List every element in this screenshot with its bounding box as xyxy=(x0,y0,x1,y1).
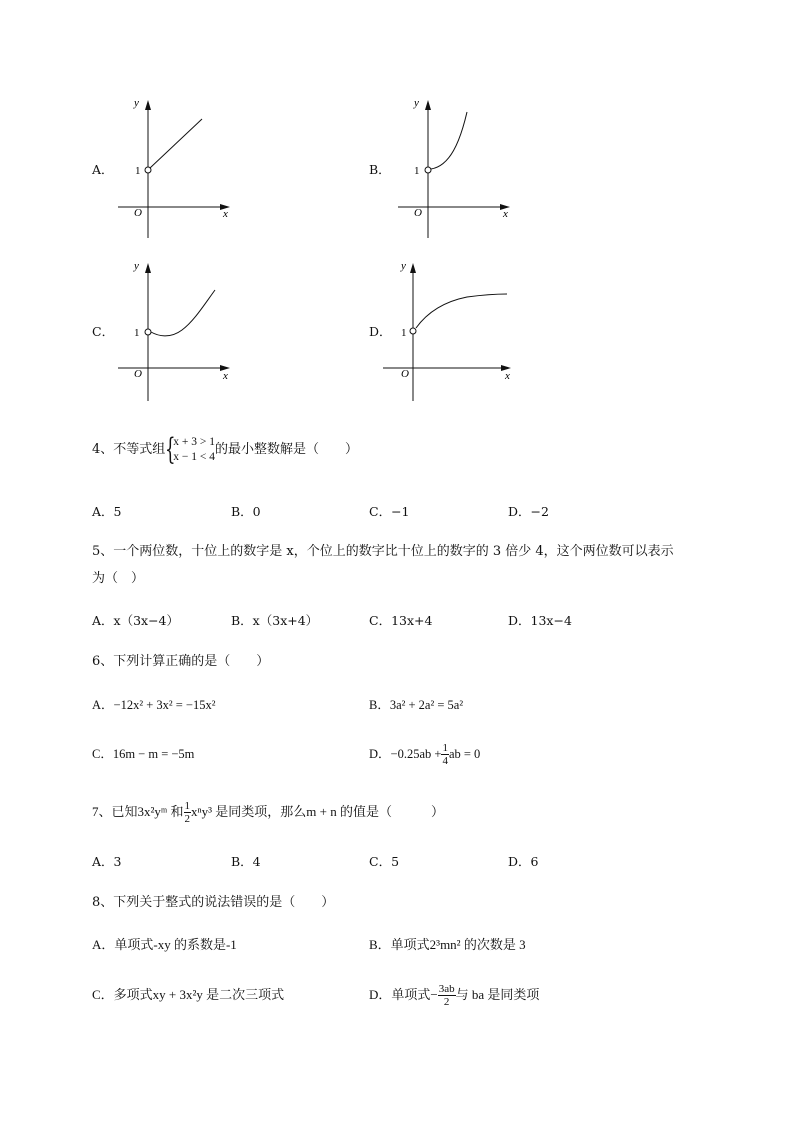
brace-icon: { xyxy=(165,432,176,467)
graph-a xyxy=(112,92,242,242)
graph-c xyxy=(112,255,242,405)
q4-inequality-2: x − 1 < 4 xyxy=(173,451,216,463)
origin-label: O xyxy=(401,368,409,380)
q7-option-a: A．3 xyxy=(92,854,122,869)
q4-prefix: 4、不等式组 xyxy=(92,442,166,457)
y-label: y xyxy=(401,260,406,272)
q6-option-a: A．−12x² + 3x² = −15x² xyxy=(92,698,216,712)
open-point xyxy=(145,167,151,173)
x-label: x xyxy=(505,370,510,382)
q8-d-fraction xyxy=(438,983,456,1008)
q8-d-suffix: 与 ba 是同类项 xyxy=(455,987,540,1002)
y-axis-arrow-icon xyxy=(145,100,151,110)
q4-option-b: B．0 xyxy=(231,504,261,519)
y-axis-arrow-icon xyxy=(410,263,416,273)
q4-inequality-system xyxy=(165,432,216,467)
q4-suffix: 的最小整数解是（ ） xyxy=(215,442,359,457)
q5-text-line1: 5、一个两位数，十位上的数字是 x，个位上的数字比十位上的数字的 3 倍少 4，这个两位数可以表示 xyxy=(92,544,674,559)
q8-option-d xyxy=(369,977,539,1013)
q8-option-a: A．单项式-xy 的系数是-1 xyxy=(92,937,237,952)
q5-option-d: D．13x−4 xyxy=(508,613,572,628)
origin-label: O xyxy=(134,207,142,219)
one-label: 1 xyxy=(135,165,141,177)
open-point xyxy=(425,167,431,173)
y-axis-arrow-icon xyxy=(145,263,151,273)
q4-option-a: A．5 xyxy=(92,504,122,519)
y-axis-arrow-icon xyxy=(425,100,431,110)
origin-label: O xyxy=(134,368,142,380)
graph-b xyxy=(392,92,522,242)
q6-option-c: C．16m − m = −5m xyxy=(92,747,195,761)
q8-d-prefix: D．单项式− xyxy=(369,987,438,1002)
q8-option-c: C．多项式xy + 3x²y 是二次三项式 xyxy=(92,987,285,1002)
q6-d-fraction xyxy=(441,742,449,767)
graph-c-label: C． xyxy=(92,324,115,339)
q7-option-d: D．6 xyxy=(508,854,539,869)
x-label: x xyxy=(503,208,508,220)
question-7 xyxy=(92,794,444,830)
curve-line xyxy=(431,112,467,169)
q8-option-b: B．单项式2³mn² 的次数是 3 xyxy=(369,937,526,952)
graph-b-label: B． xyxy=(369,162,391,177)
curve-line xyxy=(416,294,507,328)
one-label: 1 xyxy=(414,165,420,177)
graph-d-label: D． xyxy=(369,324,392,339)
y-label: y xyxy=(414,97,419,109)
curve-line xyxy=(151,290,215,336)
y-label: y xyxy=(134,97,139,109)
question-4 xyxy=(92,430,358,470)
x-label: x xyxy=(223,370,228,382)
origin-label: O xyxy=(414,207,422,219)
q6-d-prefix: D．−0.25ab + xyxy=(369,747,442,761)
q7-option-b: B．4 xyxy=(231,854,261,869)
fraction-numerator: 1 xyxy=(442,741,448,754)
q6-option-d xyxy=(369,736,480,772)
q4-option-d: D．−2 xyxy=(508,504,549,519)
q6-d-suffix: ab = 0 xyxy=(448,747,481,761)
q5-option-c: C．13x+4 xyxy=(369,613,433,628)
q4-option-c: C．−1 xyxy=(369,504,410,519)
fraction-denominator: 2 xyxy=(184,812,191,825)
open-point xyxy=(145,329,151,335)
graph-d xyxy=(377,255,517,405)
q7-option-c: C．5 xyxy=(369,854,400,869)
fraction-numerator: 3ab xyxy=(438,982,455,995)
one-label: 1 xyxy=(134,327,140,339)
one-label: 1 xyxy=(401,327,407,339)
x-label: x xyxy=(223,208,228,220)
q7-prefix: 7、已知3x²yᵐ 和 xyxy=(92,804,184,819)
q6-option-b: B．3a² + 2a² = 5a² xyxy=(369,698,464,712)
q6-title: 6、下列计算正确的是（ ） xyxy=(92,654,270,669)
q4-inequality-1: x + 3 > 1 xyxy=(173,436,216,448)
q5-option-b: B．x（3x+4） xyxy=(231,613,319,628)
q5-text-line2: 为（ ） xyxy=(92,571,145,586)
fraction-denominator: 4 xyxy=(442,754,448,767)
curve-line xyxy=(150,119,202,168)
fraction-denominator: 2 xyxy=(443,995,450,1008)
graph-a-label: A． xyxy=(92,162,114,177)
q7-suffix: xⁿy³ 是同类项，那么m + n 的值是（ ） xyxy=(191,804,444,819)
fraction-numerator: 1 xyxy=(184,799,191,812)
y-label: y xyxy=(134,260,139,272)
q5-option-a: A．x（3x−4） xyxy=(92,613,180,628)
q7-fraction xyxy=(184,800,192,825)
q8-title: 8、下列关于整式的说法错误的是（ ） xyxy=(92,895,335,910)
open-point xyxy=(410,328,416,334)
